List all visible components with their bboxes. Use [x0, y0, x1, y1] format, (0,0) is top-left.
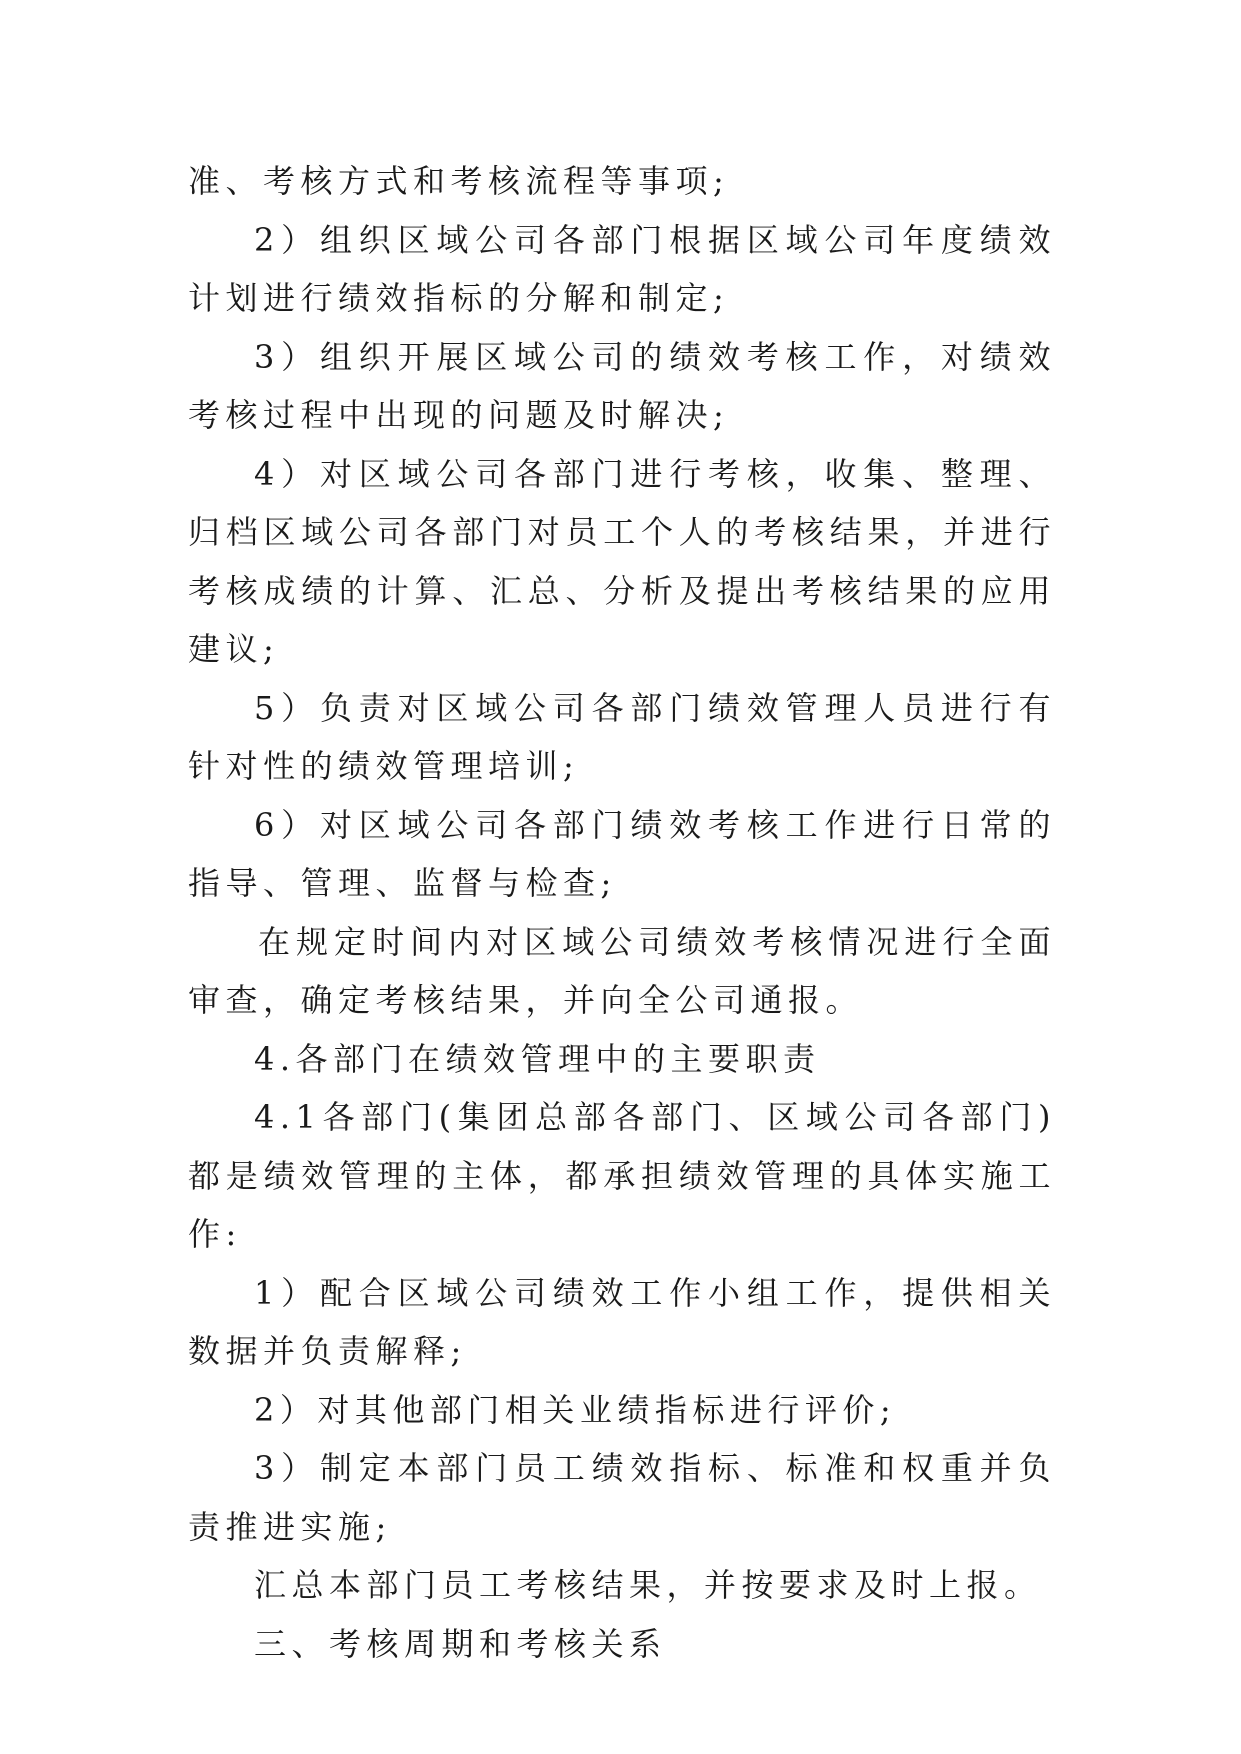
list-item: 3）制定本部门员工绩效指标、标准和权重并负责推进实施;	[188, 1449, 1056, 1546]
list-item: 2）对其他部门相关业绩指标进行评价;	[254, 1390, 897, 1429]
document-body	[188, 152, 1056, 1673]
paragraph: 汇总本部门员工考核结果，并按要求及时上报。	[254, 1566, 1042, 1604]
section-heading: 4.各部门在绩效管理中的主要职责	[254, 1039, 821, 1078]
paragraph: 在规定时间内对区域公司绩效考核情况进行全面审查，确定考核结果，并向全公司通报。	[188, 922, 1056, 1019]
section-heading: 三、考核周期和考核关系	[254, 1624, 667, 1663]
list-item: 2）组织区域公司各部门根据区域公司年度绩效计划进行绩效指标的分解和制定;	[188, 220, 1056, 317]
list-item: 3）组织开展区域公司的绩效考核工作，对绩效考核过程中出现的问题及时解决;	[188, 337, 1056, 434]
list-item: 1）配合区域公司绩效工作小组工作，提供相关数据并负责解释;	[188, 1273, 1056, 1370]
list-item: 4）对区域公司各部门进行考核，收集、整理、归档区域公司各部门对员工个人的考核结果，并进行考核成绩的计算、汇总、分析及提出考核结果的应用建议;	[188, 454, 1056, 668]
list-item: 6）对区域公司各部门绩效考核工作进行日常的指导、管理、监督与检查;	[188, 805, 1056, 902]
paragraph: 4.1各部门(集团总部各部门、区域公司各部门)都是绩效管理的主体，都承担绩效管理的具体实施工作:	[188, 1098, 1056, 1253]
list-item: 5）负责对区域公司各部门绩效管理人员进行有针对性的绩效管理培训;	[188, 688, 1056, 785]
paragraph-continuation: 准、考核方式和考核流程等事项;	[188, 162, 730, 200]
